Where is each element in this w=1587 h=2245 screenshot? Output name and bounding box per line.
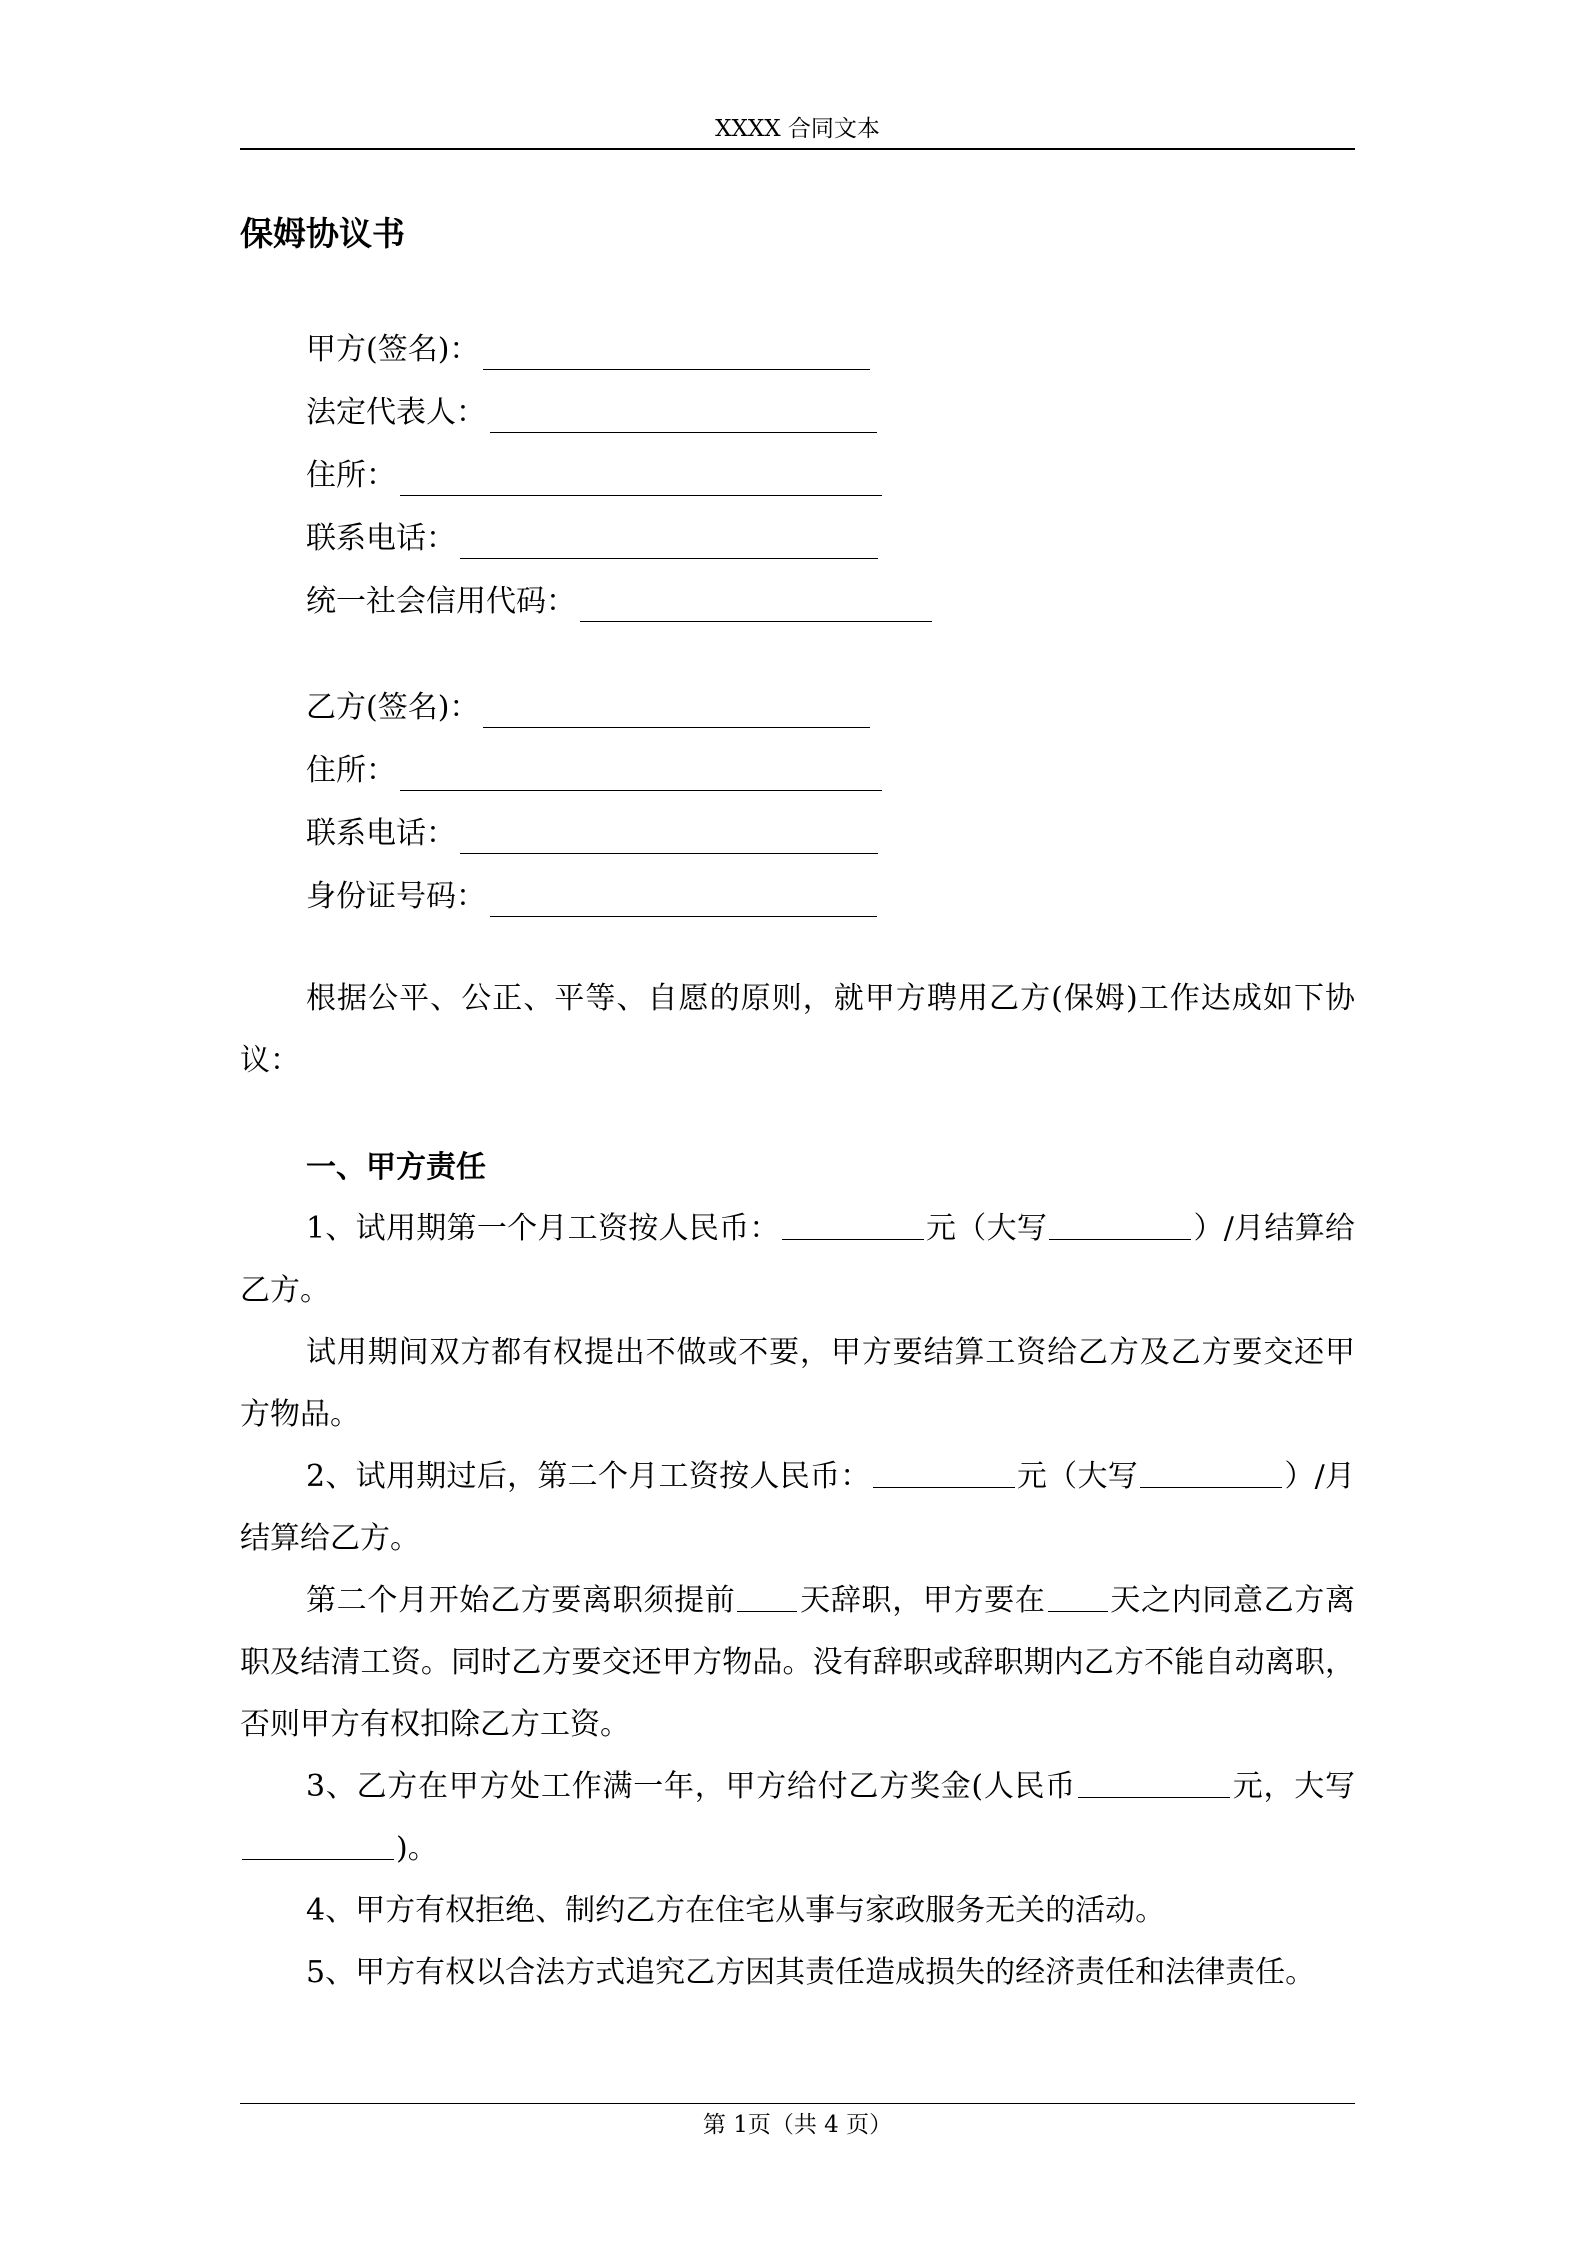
clause-1-text-b: 元（大写	[925, 1211, 1048, 1246]
clause-2-notice-days-blank[interactable]	[737, 1581, 797, 1612]
clause-1	[240, 1198, 1355, 1322]
clause-1-text-a: 1、试用期第一个月工资按人民币：	[306, 1211, 780, 1246]
party-a-address-blank[interactable]	[400, 465, 882, 496]
party-b-address-blank[interactable]	[400, 760, 882, 791]
party-b-name-label: 乙方(签名)：	[306, 690, 480, 725]
party-b-id-label: 身份证号码：	[306, 879, 486, 914]
clause-2-text-b: 元（大写	[1016, 1459, 1139, 1494]
clause-3-amount-blank[interactable]	[1078, 1767, 1230, 1798]
party-a-credit-label: 统一社会信用代码：	[306, 584, 576, 619]
party-a-phone-field	[306, 519, 878, 559]
party-b-name-blank[interactable]	[483, 697, 870, 728]
party-a-address-field	[306, 456, 882, 496]
party-a-rep-label: 法定代表人：	[306, 395, 486, 430]
clause-3-text-b: 元，大写	[1232, 1769, 1356, 1804]
party-b-phone-label: 联系电话：	[306, 816, 456, 851]
party-b-name-field	[306, 688, 870, 728]
clause-1-words-blank[interactable]	[1049, 1209, 1191, 1240]
clause-1-note: 试用期间双方都有权提出不做或不要，甲方要结算工资给乙方及乙方要交还甲方物品。	[240, 1335, 1355, 1432]
party-a-credit-blank[interactable]	[580, 591, 932, 622]
clause-3	[240, 1756, 1355, 1880]
party-a-credit-field	[306, 582, 932, 622]
document-title: 保姆协议书	[240, 214, 405, 253]
clause-2-note-text-b: 天辞职，甲方要在	[799, 1583, 1046, 1618]
clause-2-text-c: ）/月结算给乙方。	[240, 1459, 1356, 1556]
intro-paragraph: 根据公平、公正、平等、自愿的原则，就甲方聘用乙方(保姆)工作达成如下协议：	[240, 981, 1355, 1078]
party-a-name-label: 甲方(签名)：	[306, 332, 480, 367]
clause-2-note-text-c: 天之内同意乙方离职及结清工资。同时乙方要交还甲方物品。没有辞职或辞职期内乙方不能自动离职，否则甲方有权扣除乙方工资。	[240, 1583, 1356, 1742]
party-b-phone-blank[interactable]	[460, 823, 878, 854]
clause-1-amount-blank[interactable]	[782, 1209, 924, 1240]
party-b-id-blank[interactable]	[490, 886, 877, 917]
party-b-address-label: 住所：	[306, 753, 396, 788]
section-1-heading: 一、甲方责任	[306, 1150, 486, 1185]
party-b-phone-field	[306, 814, 878, 854]
footer-divider	[240, 2103, 1355, 2104]
clause-5: 5、甲方有权以合法方式追究乙方因其责任造成损失的经济责任和法律责任。	[306, 1955, 1316, 1990]
party-b-id-field	[306, 877, 877, 917]
clause-2-words-blank[interactable]	[1140, 1457, 1282, 1488]
party-a-name-blank[interactable]	[483, 339, 870, 370]
clause-1-text-c: ）/月结算给乙方。	[240, 1211, 1356, 1308]
header-divider	[240, 148, 1355, 150]
party-a-address-label: 住所：	[306, 458, 396, 493]
page-header: XXXX 合同文本	[715, 116, 880, 142]
party-a-rep-blank[interactable]	[490, 402, 877, 433]
clause-2	[240, 1446, 1355, 1570]
clause-2-note	[240, 1570, 1355, 1756]
party-a-phone-blank[interactable]	[460, 528, 878, 559]
party-b-address-field	[306, 751, 882, 791]
clause-3-words-blank[interactable]	[242, 1829, 394, 1860]
clause-2-amount-blank[interactable]	[873, 1457, 1015, 1488]
clause-2-note-text-a: 第二个月开始乙方要离职须提前	[306, 1583, 736, 1618]
page-number: 第 1页（共 4 页）	[702, 2112, 893, 2138]
party-a-name-field	[306, 330, 870, 370]
party-a-rep-field	[306, 393, 877, 433]
party-a-phone-label: 联系电话：	[306, 521, 456, 556]
clause-4: 4、甲方有权拒绝、制约乙方在住宅从事与家政服务无关的活动。	[306, 1893, 1166, 1928]
clause-2-approval-days-blank[interactable]	[1048, 1581, 1108, 1612]
clause-3-text-a: 3、乙方在甲方处工作满一年，甲方给付乙方奖金(人民币	[306, 1769, 1077, 1804]
clause-2-text-a: 2、试用期过后，第二个月工资按人民币：	[306, 1459, 871, 1494]
clause-3-text-c: )。	[396, 1831, 438, 1866]
